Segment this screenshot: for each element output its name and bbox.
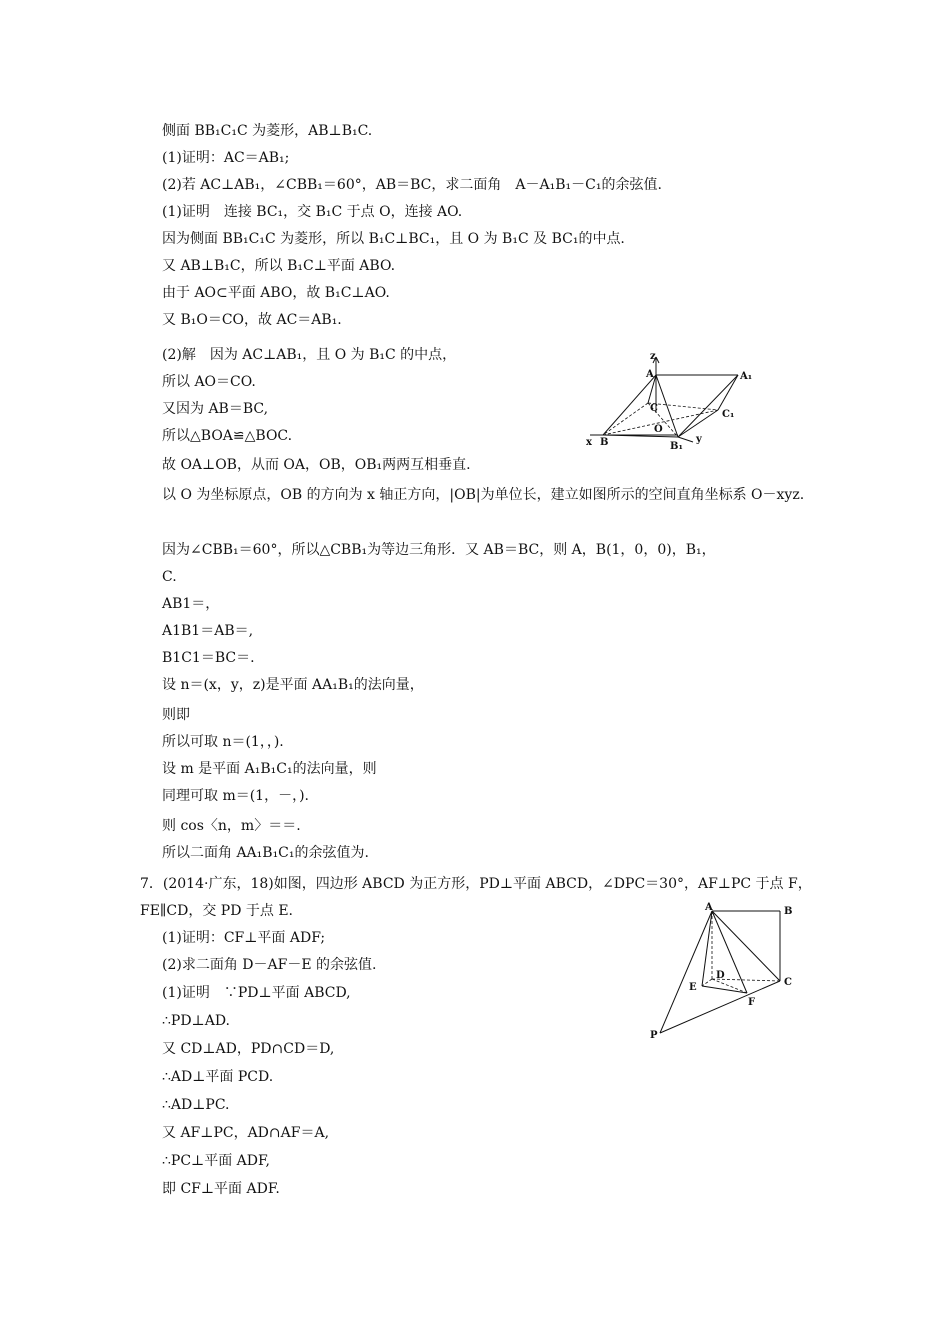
text-line: 又 B₁O＝CO，故 AC＝AB₁. [162, 312, 342, 328]
text-line: AB1＝， [162, 596, 220, 612]
text-line: ∴AD⊥平面 PCD. [162, 1069, 274, 1085]
text-line: 所以可取 n＝(1，，). [162, 734, 284, 750]
text-line: 又 AB⊥B₁C，所以 B₁C⊥平面 ABO. [162, 258, 396, 274]
text-line: 由于 AO⊂平面 ABO，故 B₁C⊥AO. [162, 285, 390, 301]
edge-AB [603, 375, 656, 435]
label-O: O [654, 424, 663, 435]
text-line: (1)证明：CF⊥平面 ADF; [162, 930, 326, 946]
text-line: 设 n＝(x，y，z)是平面 AA₁B₁的法向量， [162, 677, 424, 693]
prism-figure [578, 345, 778, 455]
text-line: 因为侧面 BB₁C₁C 为菱形，所以 B₁C⊥BC₁，且 O 为 B₁C 及 BC₁的中点. [162, 231, 625, 247]
square-pyramid-figure [645, 896, 805, 1044]
label-A: A [705, 902, 713, 913]
label-A: A [646, 369, 654, 380]
label-B: B [784, 906, 793, 917]
label-B: B [600, 437, 609, 448]
edge-DE [702, 979, 712, 986]
text-line: (2)求二面角 D－AF－E 的余弦值. [162, 957, 377, 973]
label-C: C [784, 977, 792, 988]
text-line: 又 AF⊥PC，AD∩AF＝A, [162, 1125, 330, 1141]
text-line: 同理可取 m＝(1，－，). [162, 788, 310, 804]
text-line: A1B1＝AB＝, [162, 623, 254, 639]
text-line: (2)若 AC⊥AB₁，∠CBB₁＝60°，AB＝BC，求二面角 A－A₁B₁－C₁的余弦值. [162, 177, 662, 193]
label-P: P [650, 1030, 658, 1041]
text-line: 设 m 是平面 A₁B₁C₁的法向量，则 [162, 761, 377, 777]
label-z: z [650, 351, 656, 362]
text-line: 又因为 AB＝BC, [162, 401, 269, 417]
label-C1: C₁ [722, 409, 735, 420]
label-E: E [689, 982, 697, 993]
text-line: 所以△BOA≌△BOC. [162, 428, 293, 444]
coordinate-paragraph: 以 O 为坐标原点，OB 的方向为 x 轴正方向，|OB|为单位长，建立如图所示的空间直角坐标系 O－xyz. [162, 487, 805, 503]
text-line: 所以二面角 AA₁B₁C₁的余弦值为. [162, 845, 369, 861]
problem-7-statement: 7．(2014·广东，18)如图，四边形 ABCD 为正方形，PD⊥平面 ABCD，∠DPC＝30°，AF⊥PC 于点 F，FE∥CD，交 PD 于点 E. [140, 876, 812, 919]
text-line: (1)证明：AC＝AB₁; [162, 150, 290, 166]
label-F: F [748, 997, 756, 1008]
edge-CB [603, 403, 648, 435]
text-line: (2)解 因为 AC⊥AB₁，且 O 为 B₁C 的中点， [162, 347, 457, 363]
label-B1: B₁ [670, 441, 683, 452]
edge-A1B1 [678, 375, 738, 437]
label-C: C [650, 403, 658, 414]
text-line: C. [162, 569, 177, 585]
text-line: 侧面 BB₁C₁C 为菱形，AB⊥B₁C. [162, 123, 373, 139]
text-line: 故 OA⊥OB，从而 OA，OB，OB₁两两互相垂直. [162, 457, 471, 473]
text-line: 因为∠CBB₁＝60°，所以△CBB₁为等边三角形．又 AB＝BC，则 A，B(1，0，0)，B₁， [162, 542, 716, 558]
label-y: y [696, 434, 702, 445]
text-line: 则即 [162, 707, 190, 723]
text-line: 则 cos〈n，m〉＝＝. [162, 818, 301, 834]
text-line: ∴PD⊥AD. [162, 1013, 231, 1029]
label-x: x [586, 437, 592, 448]
text-line: 又 CD⊥AD，PD∩CD＝D, [162, 1041, 335, 1057]
text-line: B1C1＝BC＝. [162, 650, 255, 666]
label-A1: A₁ [740, 371, 753, 382]
text-line: ∴PC⊥平面 ADF, [162, 1153, 270, 1169]
text-line: 所以 AO＝CO. [162, 374, 256, 390]
text-line: (1)证明 连接 BC₁，交 B₁C 于点 O，连接 AO. [162, 204, 463, 220]
text-line: (1)证明 ∵PD⊥平面 ABCD, [162, 985, 351, 1001]
label-D: D [716, 970, 725, 981]
text-line: 即 CF⊥平面 ADF. [162, 1181, 280, 1197]
edge-EF [702, 986, 747, 993]
text-line: ∴AD⊥PC. [162, 1097, 230, 1113]
